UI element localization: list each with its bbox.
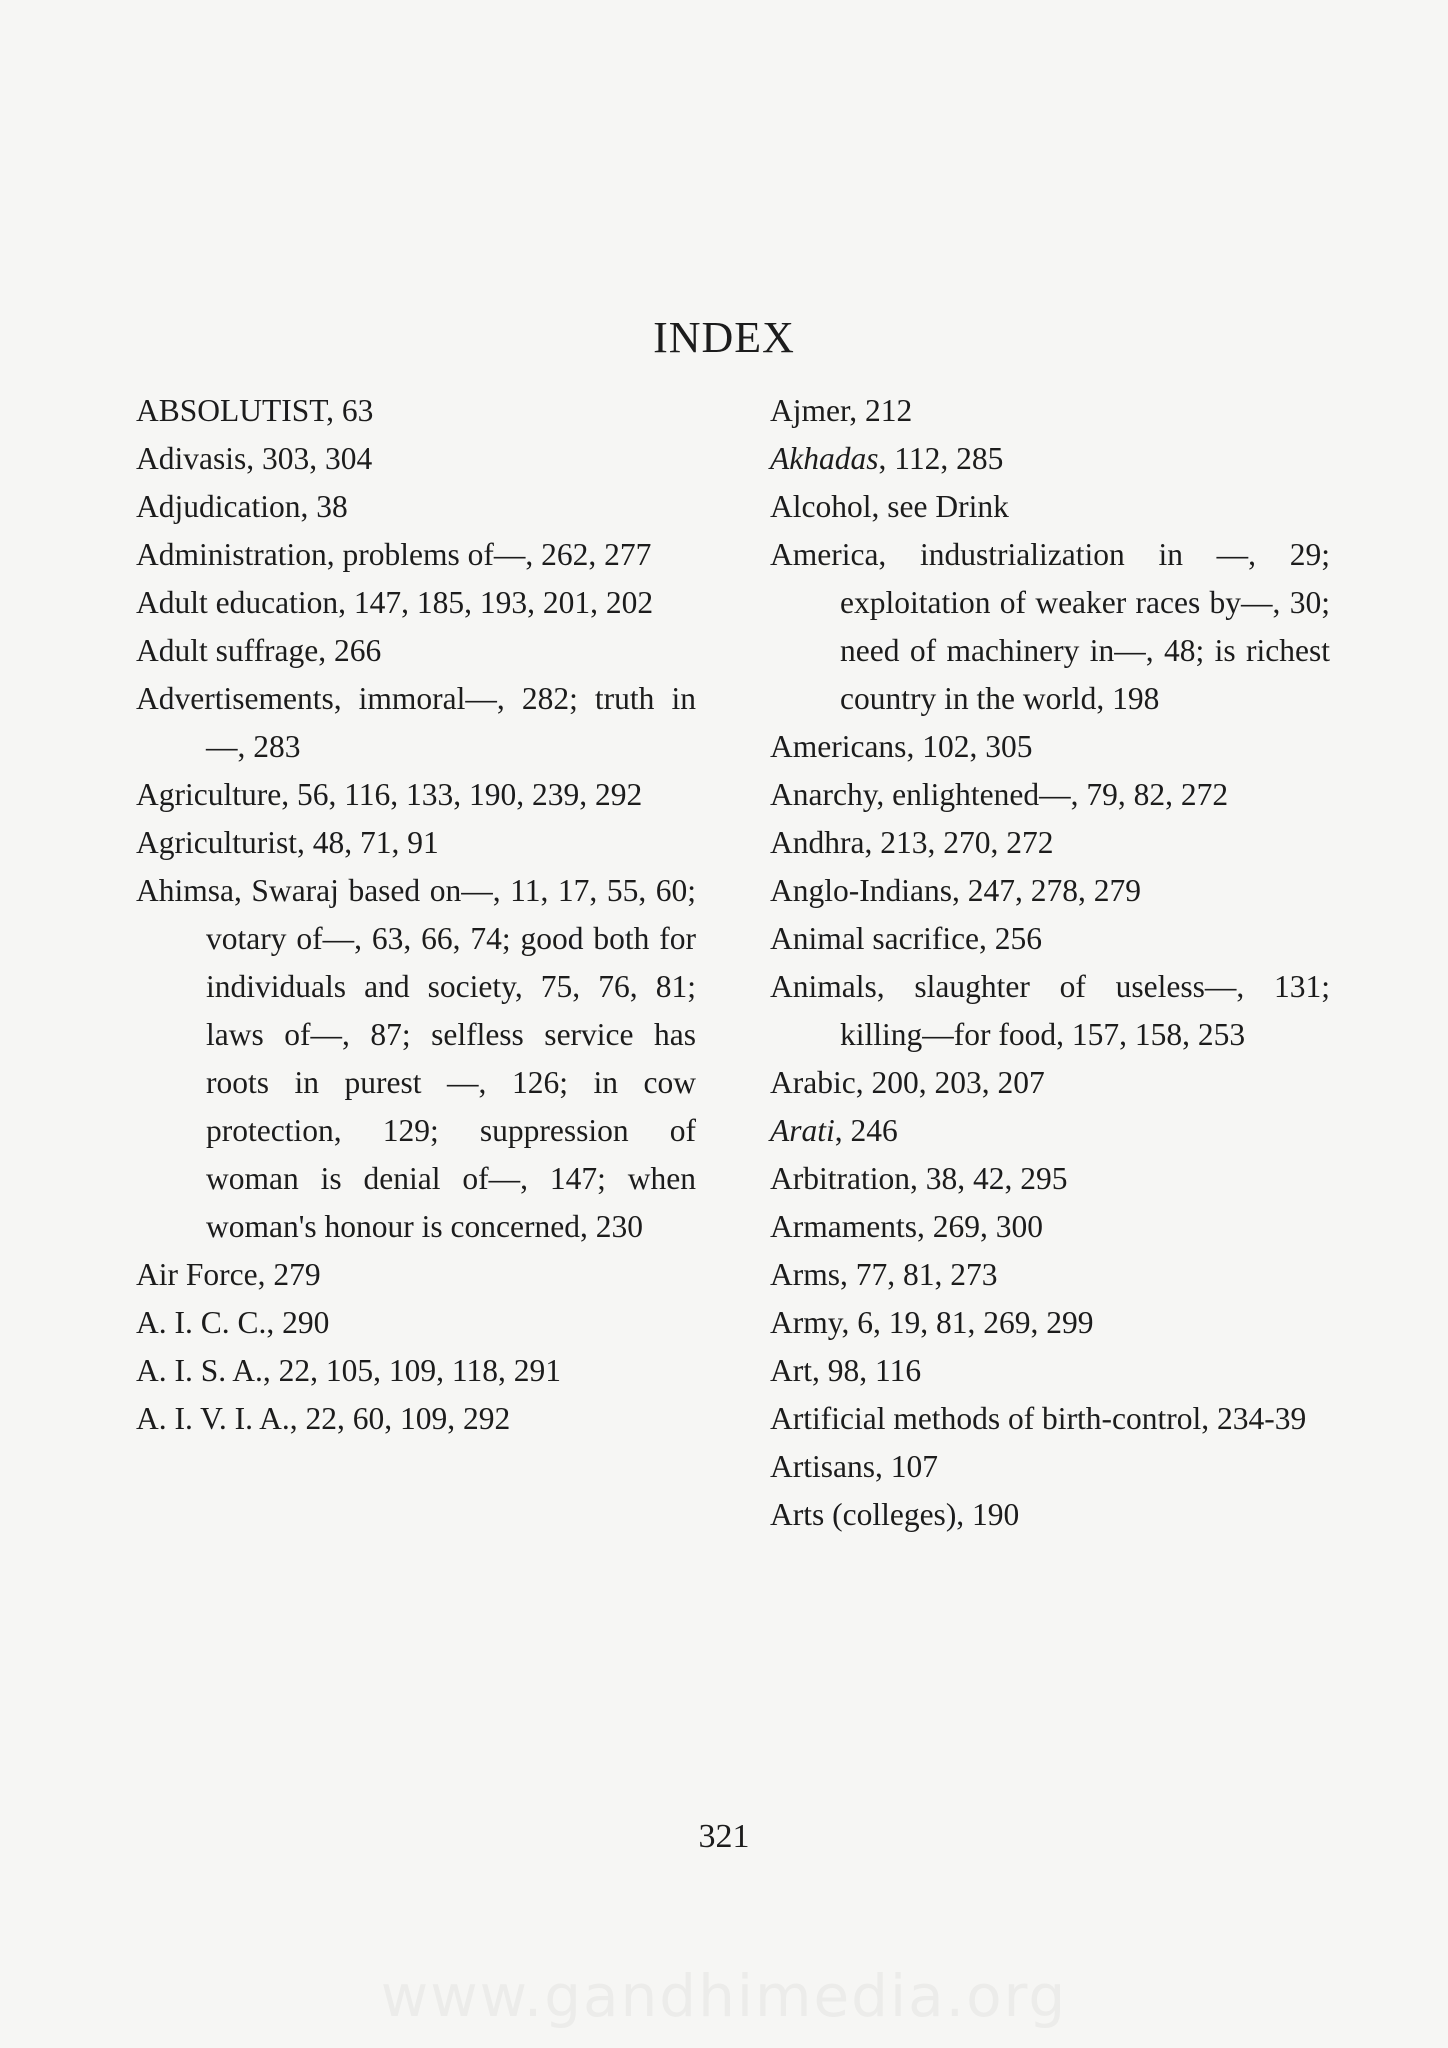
index-entry: [136, 819, 696, 867]
index-entry: [770, 1395, 1330, 1443]
watermark: www.gandhimedia.org: [380, 1962, 1068, 2030]
index-entry: [770, 531, 1330, 723]
index-entry: [770, 1491, 1330, 1539]
index-entry-heading: Ajmer,: [770, 393, 858, 428]
index-entry-references: I. V. I. A., 22, 60, 109, 292: [166, 1401, 511, 1436]
index-entry-references: 38: [308, 489, 348, 524]
index-entry: [770, 1443, 1330, 1491]
index-entry-references: 269, 300: [924, 1209, 1043, 1244]
index-entry-heading: A.: [136, 1353, 167, 1388]
index-entry-references: education, 147, 185, 193, 201, 202: [207, 585, 654, 620]
index-entry-references: (colleges), 190: [824, 1497, 1020, 1532]
index-entry-references: industrialization in —, 29; exploitation of weaker races by—, 30; need of machinery in—, 48; is richest country in the world, 198: [840, 537, 1330, 716]
index-entry-heading: Adivasis,: [136, 441, 255, 476]
index-entry: [770, 1059, 1330, 1107]
index-entry-references: 77, 81, 273: [847, 1257, 998, 1292]
index-entry-references: 98, 116: [819, 1353, 922, 1388]
index-entry: [770, 1203, 1330, 1251]
index-entry-references: 56, 116, 133, 190, 239, 292: [289, 777, 643, 812]
index-entry-references: Force, 279: [178, 1257, 321, 1292]
index-entry-heading: Adult: [136, 585, 208, 620]
index-entry: [770, 1347, 1330, 1395]
index-entry-heading: Air: [136, 1257, 178, 1292]
index-entry-references: problems of—, 262, 277: [334, 537, 652, 572]
index-entry-heading: Agriculturist,: [136, 825, 305, 860]
index-entry: [770, 819, 1330, 867]
index-entry: [770, 435, 1330, 483]
index-entry: [770, 1107, 1330, 1155]
index-entry-heading: Artisans,: [770, 1449, 883, 1484]
index-entry: [136, 1395, 696, 1443]
index-entry-heading: Anglo-Indians,: [770, 873, 960, 908]
page-number: 321: [698, 1818, 750, 1855]
index-entry-heading: Agriculture,: [136, 777, 290, 812]
index-entry-references: methods of birth-control, 234-39: [885, 1401, 1307, 1436]
index-entry: [136, 1347, 696, 1395]
index-entry-heading: Alcohol,: [770, 489, 880, 524]
index-entry-heading: A.: [136, 1305, 167, 1340]
index-column-left: [136, 387, 696, 1443]
index-entry: [136, 1251, 696, 1299]
index-entry-references: sacrifice, 256: [864, 921, 1043, 956]
index-entry-references: 212: [857, 393, 913, 428]
index-entry-heading: Ahimsa,: [136, 873, 242, 908]
index-entry: [136, 675, 696, 771]
index-entry: [136, 867, 696, 1251]
index-entry-references: enlightened—, 79, 82, 272: [884, 777, 1229, 812]
index-entry: [770, 483, 1330, 531]
index-entry-references: suffrage, 266: [207, 633, 382, 668]
index-entry-heading: Armaments,: [770, 1209, 925, 1244]
index-entry-references: I. S. A., 22, 105, 109, 118, 291: [166, 1353, 561, 1388]
index-entry: [136, 387, 696, 435]
index-entry: [770, 771, 1330, 819]
index-entry: [770, 1299, 1330, 1347]
index-entry-heading: Arms,: [770, 1257, 848, 1292]
index-entry-heading: Advertisements,: [136, 681, 342, 716]
index-column-right: [770, 387, 1330, 1539]
index-entry: [136, 483, 696, 531]
index-entry: [770, 1155, 1330, 1203]
index-entry-references: 63: [334, 393, 374, 428]
index-entry-references: 107: [882, 1449, 938, 1484]
index-entry-heading: Animal: [770, 921, 865, 956]
index-entry-references: 247, 278, 279: [959, 873, 1141, 908]
index-entry-heading: Artificial: [770, 1401, 886, 1436]
index-entry-references: , 246: [834, 1113, 898, 1148]
index-entry: [770, 915, 1330, 963]
index-entry-references: , 112, 285: [878, 441, 1004, 476]
index-entry-heading: Americans,: [770, 729, 915, 764]
index-entry: [136, 1299, 696, 1347]
index-entry-heading: Anarchy,: [770, 777, 885, 812]
index-entry-heading: Adjudication,: [136, 489, 309, 524]
index-entry-heading: Army,: [770, 1305, 850, 1340]
index-entry-heading: Arabic,: [770, 1065, 864, 1100]
index-entry-references: 102, 305: [914, 729, 1033, 764]
index-entry-heading: A.: [136, 1401, 167, 1436]
index-entry: [136, 627, 696, 675]
index-entry: [136, 435, 696, 483]
page-title: INDEX: [653, 313, 795, 362]
index-entry-references: 6, 19, 81, 269, 299: [849, 1305, 1094, 1340]
index-entry-heading: America,: [770, 537, 887, 572]
index-entry: [136, 531, 696, 579]
index-entry-heading: Arts: [770, 1497, 825, 1532]
index-entry-references: 48, 71, 91: [304, 825, 439, 860]
index-entry-heading: Andhra,: [770, 825, 873, 860]
index-entry-heading: Adult: [136, 633, 208, 668]
index-entry: [770, 723, 1330, 771]
index-entry-references: 303, 304: [254, 441, 373, 476]
index-entry-heading: Akhadas: [770, 441, 879, 476]
index-entry-references: 213, 270, 272: [872, 825, 1054, 860]
index-entry-references: immoral—, 282; truth in—, 283: [206, 681, 696, 764]
index-entry-heading: Administration,: [136, 537, 335, 572]
index-entry-references: slaughter of useless—, 131; killing—for food, 157, 158, 253: [840, 969, 1330, 1052]
index-entry: [770, 387, 1330, 435]
index-entry-references: Swaraj based on—, 11, 17, 55, 60; votary of—, 63, 66, 74; good both for individuals and society, 75, 76, 81; laws of—, 87; selfless service has roots in purest —, 126; in cow protection, 129; suppression of woman is denial of—, 147; when woman's honour is concerned, 230: [206, 873, 696, 1244]
index-entry-references: 200, 203, 207: [863, 1065, 1045, 1100]
index-entry: [136, 771, 696, 819]
index-entry: [770, 867, 1330, 915]
index-entry: [770, 1251, 1330, 1299]
index-entry-heading: Arati: [770, 1113, 835, 1148]
index-entry-references: see Drink: [879, 489, 1009, 524]
index-entry: [770, 963, 1330, 1059]
index-entry-references: I. C. C., 290: [166, 1305, 330, 1340]
index-entry: [136, 579, 696, 627]
index-entry-heading: Arbitration,: [770, 1161, 918, 1196]
index-entry-references: 38, 42, 295: [917, 1161, 1068, 1196]
index-entry-heading: Animals,: [770, 969, 885, 1004]
index-entry-heading: Art,: [770, 1353, 820, 1388]
index-entry-heading: ABSOLUTIST,: [136, 393, 335, 428]
